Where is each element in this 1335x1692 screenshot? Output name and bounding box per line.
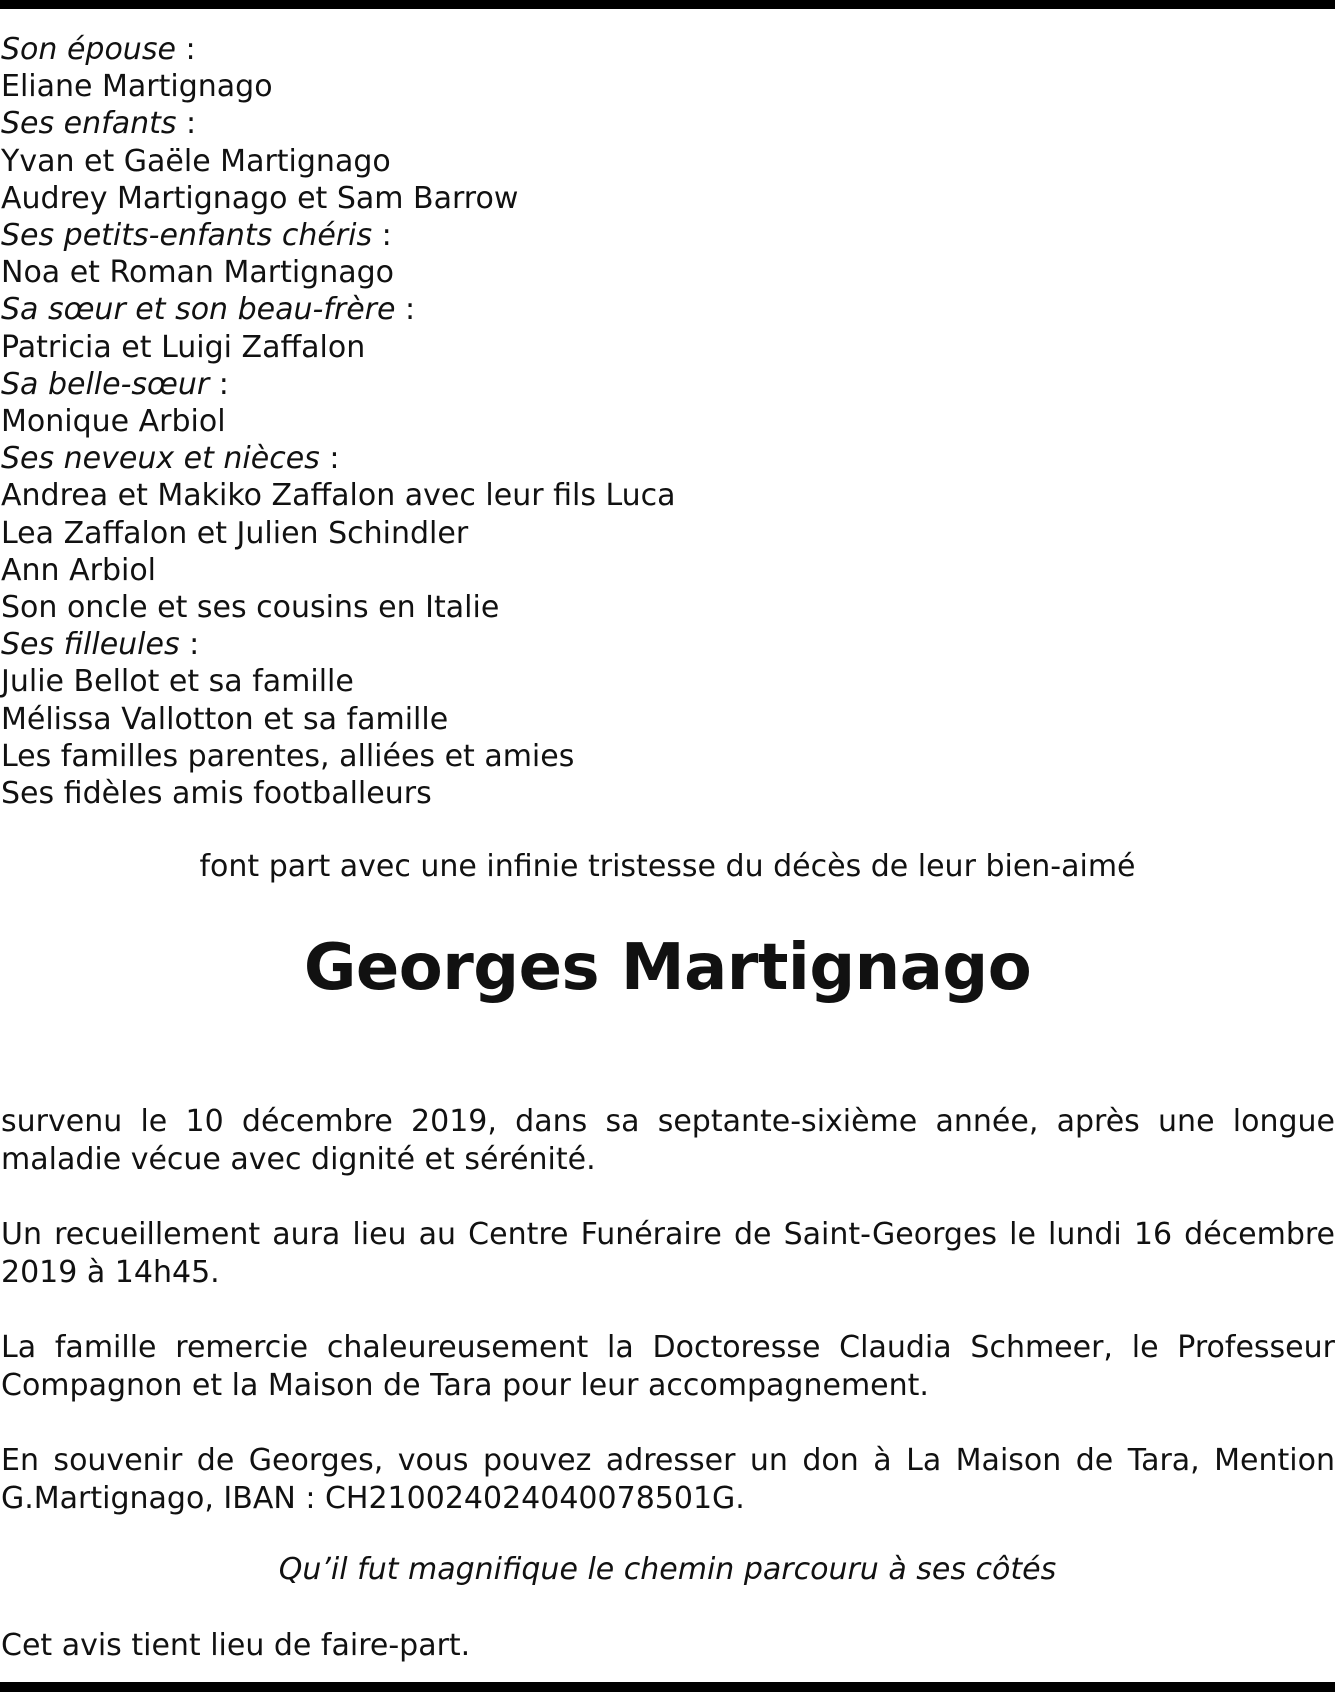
family-role-line [1,31,1241,68]
family-role-separator: : [395,292,416,328]
family-role: Ses neveux et nièces [1,441,320,477]
memorial-quote: Qu’il fut magnifique le chemin parcouru à ses côtés [278,1552,1057,1587]
family-role-line [1,217,1241,254]
family-role: Ses enfants [1,106,177,142]
family-member: Ann Arbiol [1,552,157,588]
family-member: Monique Arbiol [1,404,226,440]
family-role-separator: : [209,366,229,402]
family-list [1,31,1241,812]
family-member: Patricia et Luigi Zaffalon [1,329,366,365]
family-member: Andrea et Makiko Zaffalon avec leur fils Luca [1,478,676,514]
bottom-border-rule [0,1682,1335,1692]
family-member: Eliane Martignago [1,69,273,105]
thanks-paragraph: La famille remercie chaleureusement la Doctoresse Claudia Schmeer, le Professeur Compagnon et la Maison de Tara pour leur accompagnement. [1,1330,1335,1403]
family-role: Sa belle-sœur [1,366,210,402]
family-member: Ses fidèles amis footballeurs [1,776,432,812]
deceased-name: Georges Martignago [303,931,1032,1005]
family-role-separator: : [175,32,196,67]
family-role: Ses petits-enfants chéris [1,218,373,254]
family-member: Yvan et Gaële Martignago [1,143,391,179]
family-member: Noa et Roman Martignago [1,255,395,291]
family-role: Son épouse [1,32,176,67]
family-role-separator: : [176,106,197,142]
family-member: Audrey Martignago et Sam Barrow [1,180,519,216]
family-member: Les familles parentes, alliées et amies [1,738,575,774]
family-role-line [1,626,1241,663]
family-role: Ses filleules [1,627,180,663]
family-role-line [1,366,1241,403]
family-role-line [1,105,1241,142]
family-role-line [1,440,1241,477]
family-role-separator: : [372,218,392,254]
ceremony-paragraph: Un recueillement aura lieu au Centre Funéraire de Saint-Georges le lundi 16 décembre 2019 à 14h45. [1,1217,1335,1290]
top-border-rule [0,0,1335,9]
family-role-line [1,291,1241,328]
family-member: Son oncle et ses cousins en Italie [1,590,500,626]
family-role: Sa sœur et son beau-frère [1,292,396,328]
announcement-intro: font part avec une infinie tristesse du décès de leur bien-aimé [199,849,1136,884]
closing-note: Cet avis tient lieu de faire-part. [1,1628,471,1663]
donation-paragraph: En souvenir de Georges, vous pouvez adresser un don à La Maison de Tara, Mention G.Martignago, IBAN : CH210024024040078501G. [1,1443,1335,1516]
family-role-separator: : [319,441,340,477]
family-member: Lea Zaffalon et Julien Schindler [1,515,469,551]
family-member: Julie Bellot et sa famille [1,664,354,700]
death-paragraph: survenu le 10 décembre 2019, dans sa septante-sixième année, après une longue maladie vécue avec dignité et sérénité. [1,1104,1335,1177]
family-role-separator: : [179,627,200,663]
family-member: Mélissa Vallotton et sa famille [1,701,449,737]
